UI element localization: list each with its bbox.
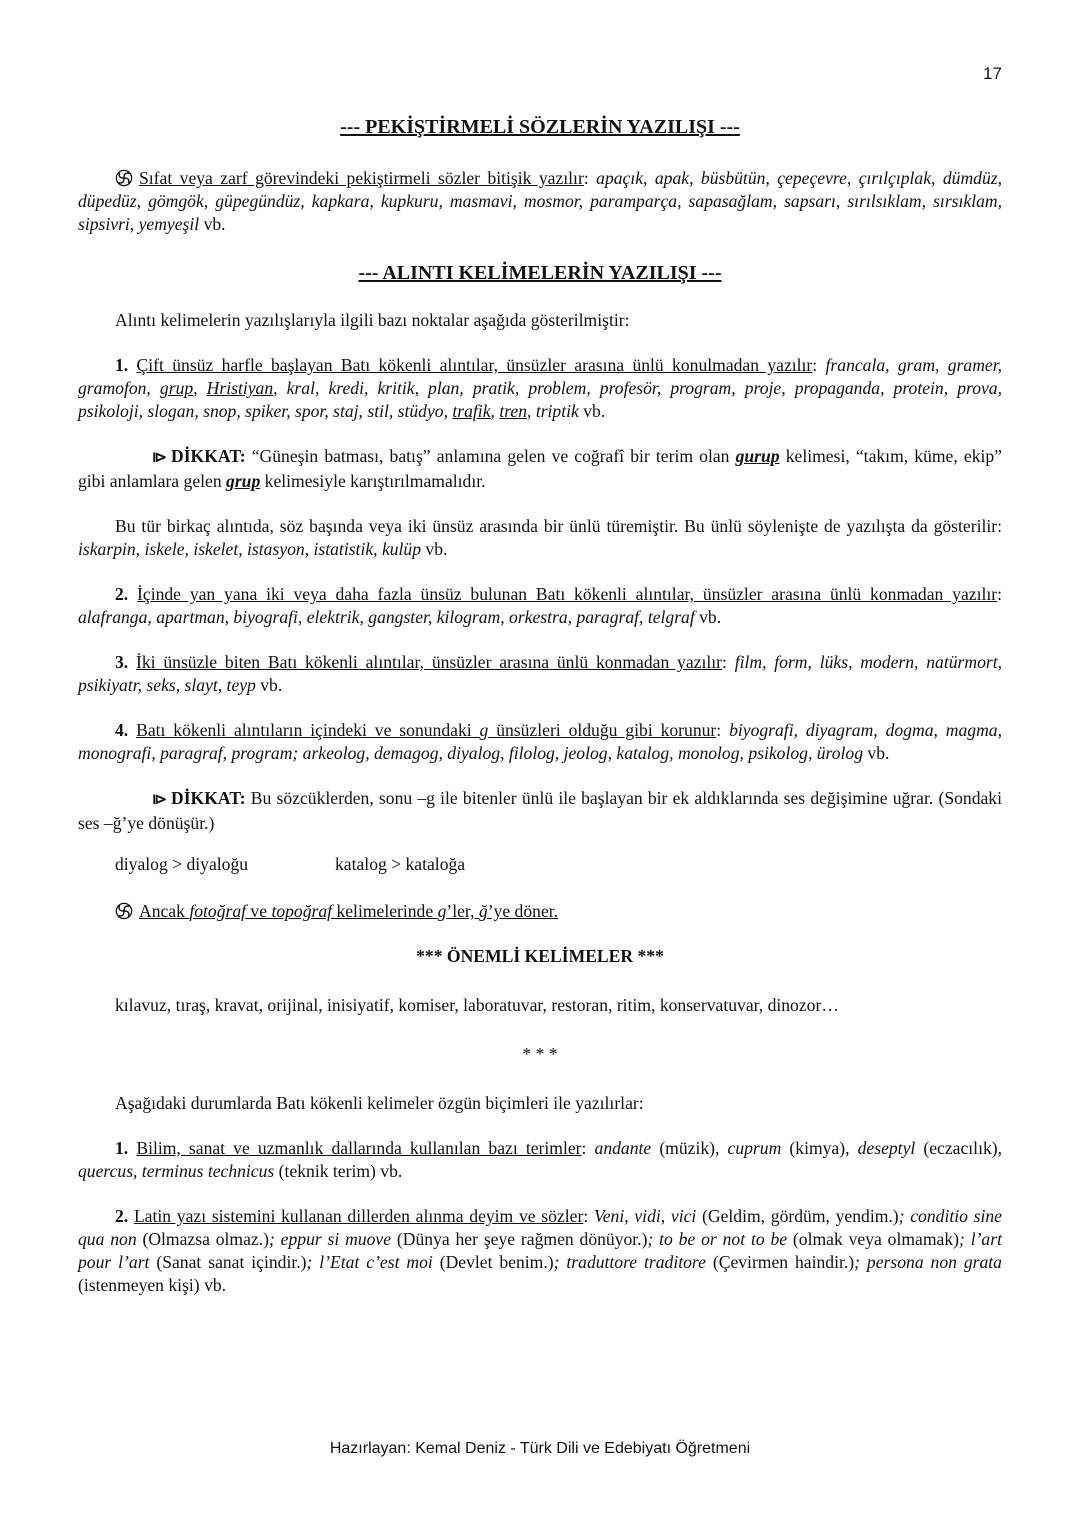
onemli-list: kılavuz, tıraş, kravat, orijinal, inisiyatif, komiser, laboratuvar, restoran, ritim, konservatuvar, dinozor… — [115, 995, 839, 1015]
document-body — [78, 112, 1002, 1297]
example-row — [78, 853, 1002, 876]
dikkat-1-paragraph: ⧐ DİKKAT: “Güneşin batması, batış” anlamına gelen ve coğrafî bir terim olan gurup kelimesi, “takım, küme, ekip” gibi anlamlara gelen grup kelimesiyle karıştırılmamalıdır. — [78, 446, 1002, 491]
rule-3-paragraph: 3. İki ünsüzle biten Batı kökenli alıntılar, ünsüzler arasına ünlü konmadan yazılır: film, form, lüks, modern, natürmort, psikiyatr, seks, slayt, teyp vb. — [78, 652, 1002, 695]
ozgun-1-paragraph: 1. Bilim, sanat ve uzmanlık dallarında kullanılan bazı terimler: andante (müzik), cuprum (kimya), deseptyl (eczacılık), quercus, terminus technicus (teknik terim) vb. — [78, 1138, 1003, 1181]
pekistirmeli-rule: Sıfat veya zarf görevindeki pekiştirmeli sözler bitişik yazılır — [139, 168, 584, 188]
dikkat-2-paragraph: ⧐ DİKKAT: Bu sözcüklerden, sonu –g ile bitenler ünlü ile başlayan bir ek aldıklarında ses değişimine uğrar. (Sondaki ses –ğ’ye dönüşür.) — [78, 788, 1002, 833]
swirl-icon — [115, 169, 133, 187]
rule-4-paragraph: 4. Batı kökenli alıntıların içindeki ve sonundaki g ünsüzleri olduğu gibi korunur: biyografi, diyagram, dogma, magma, monografi, paragraf, program; arkeolog, demagog, diyalog, filolog, jeolog, katalog, monolog, psikolog, ürolog vb. — [78, 720, 1002, 763]
footer-author: Hazırlayan: Kemal Deniz - Türk Dili ve Edebiyatı Öğretmeni — [329, 1440, 751, 1457]
section-title-alinti: --- ALINTI KELİMELERİN YAZILIŞI --- — [358, 262, 722, 284]
fotograf-note: Ancak fotoğraf ve topoğraf kelimelerinde g’ler, ğ’ye döner. — [78, 900, 1002, 923]
pekistirmeli-paragraph: Sıfat veya zarf görevindeki pekiştirmeli sözler bitişik yazılır: apaçık, apak, büsbütün, çepeçevre, çırılçıplak, dümdüz, düpedüz, gömgök, güpegündüz, kapkara, kupkuru, masmavi, mosmor, paramparça, sapasağlam, sapsarı, sırılsıklam, sırsıklam, sipsivri, yemyeşil vb. — [78, 168, 1002, 234]
rule-2-text: İçinde yan yana iki veya daha fazla ünsüz bulunan Batı kökenli alıntılar, ünsüzler arasına ünlü konmadan yazılır — [137, 584, 998, 604]
example-diyalog: diyalog > diyaloğu — [115, 854, 249, 874]
rule-3-text: İki ünsüzle biten Batı kökenli alıntılar, ünsüzler arasına ünlü konmadan yazılır — [136, 652, 722, 672]
rule-1-text: Çift ünsüz harfle başlayan Batı kökenli alıntılar, ünsüzler arasına ünlü konulmadan yazılır — [136, 355, 813, 375]
onemli-title: *** ÖNEMLİ KELİMELER *** — [416, 946, 664, 966]
dikkat-label: DİKKAT: — [171, 446, 246, 466]
dikkat-arrow-icon: ⧐ — [152, 450, 167, 466]
alinti-intro: Alıntı kelimelerin yazılışlarıyla ilgili bazı noktalar aşağıda gösterilmiştir: — [115, 310, 630, 330]
separator-stars: * * * — [522, 1044, 558, 1064]
rule-2-paragraph: 2. İçinde yan yana iki veya daha fazla ünsüz bulunan Batı kökenli alıntılar, ünsüzler arasına ünlü konmadan yazılır: alafranga, apartman, biyografi, elektrik, gangster, kilogram, orkestra, paragraf, telgraf vb. — [78, 584, 1002, 627]
ozgun-2-paragraph: 2. Latin yazı sistemini kullanan dillerden alınma deyim ve sözler: Veni, vidi, vici (Geldim, gördüm, yendim.); conditio sine qua non (Olmazsa olmaz.); eppur si muove (Dünya her şeye rağmen dönüyor.); to be or not to be (olmak veya olmamak); l’art pour l’art (Sanat sanat içindir.); l’Etat c’est moi (Devlet benim.); traduttore traditore (Çevirmen haindir.); persona non grata (istenmeyen kişi) vb. — [78, 1206, 1002, 1295]
dikkat-arrow-icon: ⧐ — [152, 792, 167, 808]
swirl-icon — [115, 902, 133, 920]
example-katalog: katalog > kataloğa — [335, 854, 466, 874]
ozgun-intro: Aşağıdaki durumlarda Batı kökenli kelimeler özgün biçimleri ile yazılırlar: — [115, 1093, 644, 1113]
turetme-paragraph: Bu tür birkaç alıntıda, söz başında veya iki ünsüz arasında bir ünlü türemiştir. Bu ünlü söylenişte de yazılışta da gösterilir: iskarpin, iskele, iskelet, istasyon, istatistik, kulüp vb. — [78, 516, 1002, 559]
section-title-pekistirmeli: --- PEKİŞTİRMELİ SÖZLERİN YAZILIŞI --- — [340, 116, 740, 138]
pekistirmeli-examples: apaçık, apak, büsbütün, çepeçevre, çırılçıplak, dümdüz, düpedüz, gömgök, güpegündüz, kapkara, kupkuru, masmavi, mosmor, paramparça, sapasağlam, sapsarı, sırılsıklam, sırsıklam, sipsivri, yemyeşil — [78, 168, 1002, 234]
rule-4-text: Batı kökenli alıntıların içindeki ve sonundaki g ünsüzleri olduğu gibi korunur — [136, 720, 717, 740]
page-number: 17 — [983, 64, 1002, 83]
rule-1-paragraph: 1. Çift ünsüz harfle başlayan Batı kökenli alıntılar, ünsüzler arasına ünlü konulmadan yazılır: francala, gram, gramer, gramofon, grup, Hristiyan, kral, kredi, kritik, plan, pratik, problem, profesör, program, proje, propaganda, protein, prova, psikoloji, slogan, snop, spiker, spor, staj, stil, stüdyo, trafik, tren, triptik vb. — [78, 355, 1003, 421]
